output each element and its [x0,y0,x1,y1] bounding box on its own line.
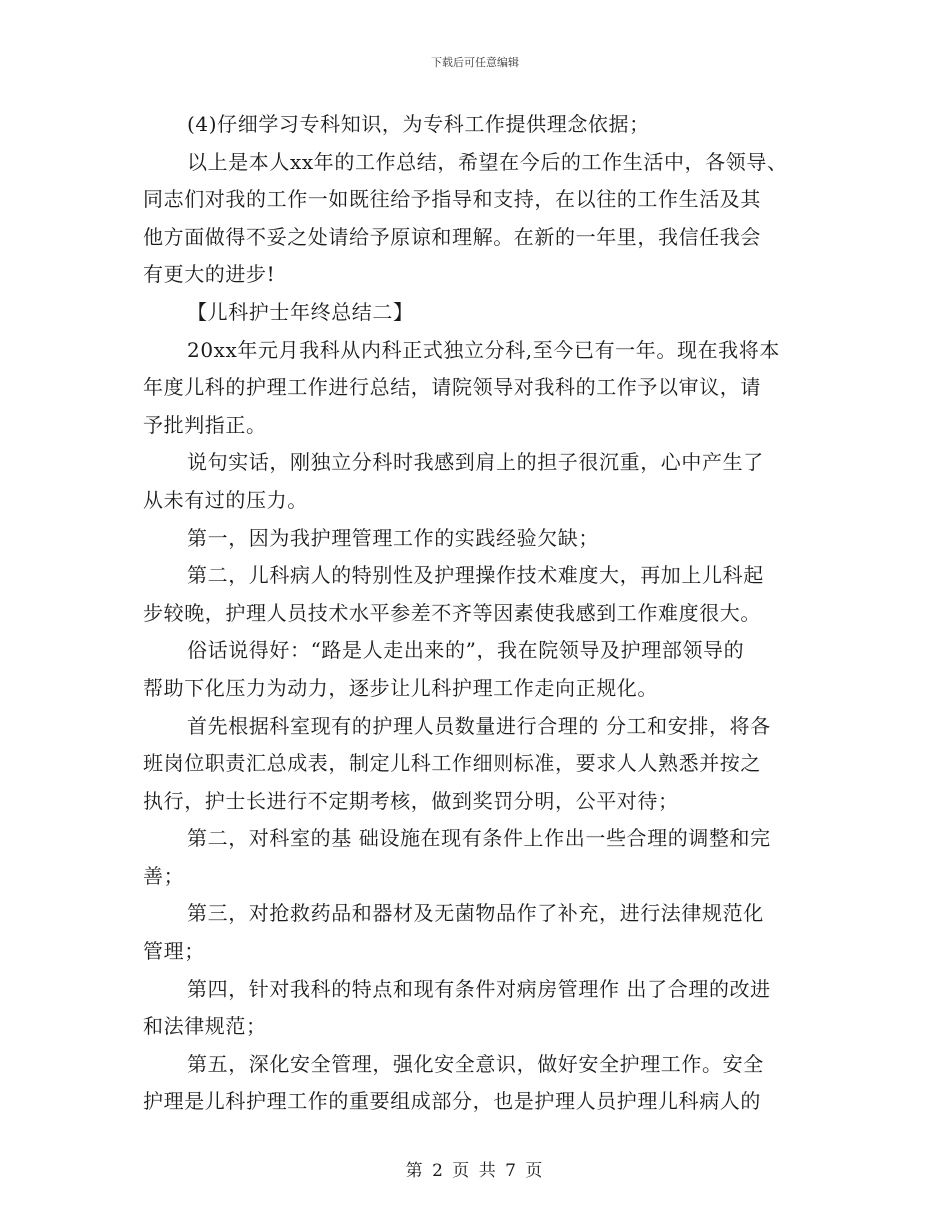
body-line: 管理； [143,939,205,964]
body-line: 20xx年元月我科从内科正式独立分科,至今已有一年。现在我将本 [187,337,780,362]
body-line: 第一，因为我护理管理工作的实践经验欠缺； [187,525,599,550]
body-line: 同志们对我的工作一如既往给予指导和支持，在以往的工作生活及其 [143,187,761,212]
body-line: 有更大的进步! [143,262,276,287]
body-line: 执行，护士长进行不定期考核，做到奖罚分明，公平对待； [143,788,679,813]
body-line: 第二，儿科病人的特别性及护理操作技术难度大，再加上儿科起 [187,563,764,588]
page-number: 第 2 页 共 7 页 [405,1161,545,1181]
body-line: 首先根据科室现有的护理人员数量进行合理的 分工和安排，将各 [187,713,771,738]
body-line: 班岗位职责汇总成表，制定儿科工作细则标准，要求人人熟悉并按之 [143,751,761,776]
body-line: 帮助下化压力为动力，逐步让儿科护理工作走向正规化。 [143,675,658,700]
body-line: (4)仔细学习专科知识，为专科工作提供理念依据； [187,112,650,136]
header-note: 下载后可任意编辑 [431,56,519,69]
body-line: 善； [143,863,185,888]
body-line: 说句实话，刚独立分科时我感到肩上的担子很沉重，心中产生了 [187,450,764,475]
body-line: 和法律规范； [143,1014,267,1039]
body-line: 以上是本人xx年的工作总结，希望在今后的工作生活中，各领导、 [187,149,788,174]
body-line: 年度儿科的护理工作进行总结，请院领导对我科的工作予以审议，请 [143,375,761,400]
body-line: 从未有过的压力。 [143,487,308,512]
section-heading: 【儿科护士年终总结二】 [187,299,414,324]
body-line: 予批判指正。 [143,412,267,437]
document-body [143,106,823,1121]
body-line: 第二，对科室的基 础设施在现有条件上作出一些合理的调整和完 [187,826,771,851]
body-line: 他方面做得不妥之处请给予原谅和理解。在新的一年里，我信任我会 [143,224,761,249]
body-line: 护理是儿科护理工作的重要组成部分，也是护理人员护理儿科病人的 [143,1089,761,1114]
body-line: 第五，深化安全管理，强化安全意识，做好安全护理工作。安全 [187,1051,764,1076]
body-line: 第三，对抢救药品和器材及无菌物品作了补充，进行法律规范化 [187,901,764,926]
body-line: 俗话说得好：“路是人走出来的”，我在院领导及护理部领导的 [187,638,745,663]
body-line: 步较晚，护理人员技术水平参差不齐等因素使我感到工作难度很大。 [143,600,761,625]
body-line: 第四，针对我科的特点和现有条件对病房管理作 出了合理的改进 [187,976,771,1001]
